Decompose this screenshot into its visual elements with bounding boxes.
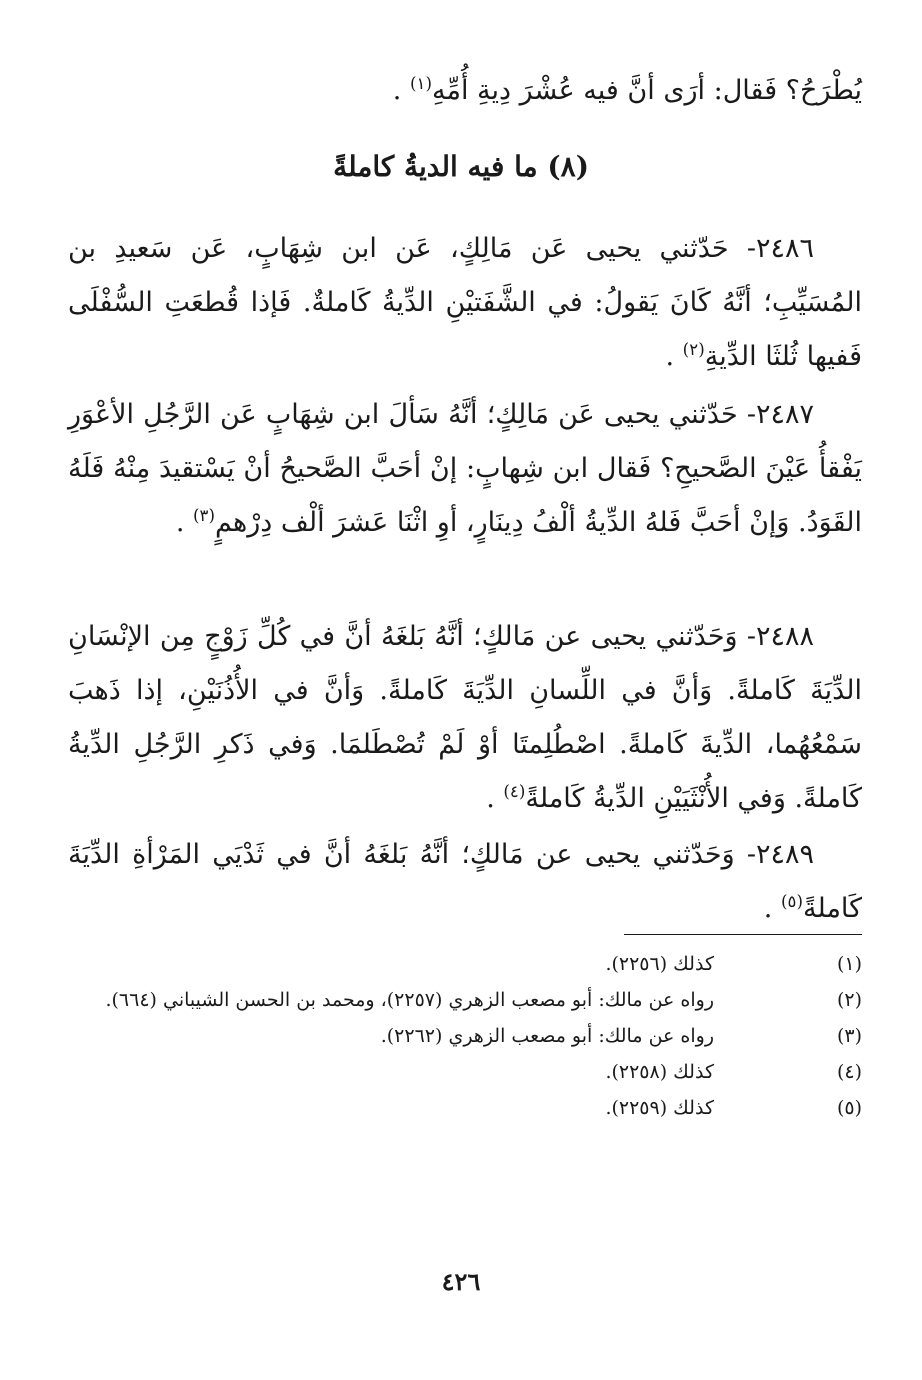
- footnote: [60, 1054, 862, 1090]
- footnote: [60, 946, 862, 982]
- footnotes: [60, 946, 862, 1126]
- hadith-paragraph: [68, 388, 862, 550]
- footnote-text: كذلك (٢٢٥٩).: [605, 1097, 714, 1119]
- footnote-number: (٣): [836, 1025, 862, 1047]
- paragraph-end: .: [175, 507, 193, 538]
- paragraph-end: .: [486, 783, 504, 814]
- hadith-paragraph: [68, 222, 862, 384]
- footnote: [60, 982, 862, 1018]
- paragraph-end: .: [665, 341, 683, 372]
- hadith-text: ٢٤٨٦- حَدّثني يحيى عَن مَالِكٍ، عَن ابن شِهَابٍ، عَن سَعيدِ بن المُسَيِّبِ؛ أنَّهُ كَانَ يَقولُ: في الشَّفَتيْنِ الدِّيةُ كَاملةٌ. فَإذا قُطعَتِ السُّفْلَى فَفيها ثُلثَا الدِّيةِ: [68, 233, 862, 372]
- footnote-number: (٢): [836, 989, 862, 1011]
- footnote-number: (٤): [836, 1061, 862, 1083]
- paragraph-end: .: [392, 75, 410, 106]
- footnote-ref: (٢): [682, 339, 705, 359]
- footnote-text: كذلك (٢٢٥٦).: [605, 953, 714, 975]
- hadith-paragraph: [68, 828, 862, 936]
- continued-text: [68, 66, 862, 116]
- footnote: [60, 1090, 862, 1126]
- section-heading: (٨) ما فيه الديةُ كاملةً: [333, 150, 589, 183]
- hadith-paragraph: [68, 610, 862, 826]
- footnote-text: كذلك (٢٢٥٨).: [605, 1061, 714, 1083]
- paragraph-end: .: [763, 893, 781, 924]
- continued-text-body: يُطْرَحُ؟ فَقال: أرَى أنَّ فيه عُشْرَ دِيةِ أُمِّهِ: [432, 75, 862, 106]
- footnote-number: (١): [836, 953, 862, 975]
- footnote-text: رواه عن مالك: أبو مصعب الزهري (٢٢٥٧)، ومحمد بن الحسن الشيباني (٦٦٤).: [105, 989, 714, 1011]
- footnote-divider: [624, 934, 862, 935]
- footnote-ref: (٤): [503, 781, 526, 801]
- hadith-text: ٢٤٨٧- حَدّثني يحيى عَن مَالِكٍ؛ أنَّهُ سَألَ ابن شِهَابٍ عَن الرَّجُلِ الأعْوَرِ يَفْقأُ عَيْنَ الصَّحيحِ؟ فَقال ابن شِهابٍ: إنْ أحَبَّ الصَّحيحُ أنْ يَسْتقيدَ مِنْهُ فَلَهُ القَوَدُ. وَإنْ أحَبَّ فَلهُ الدِّيةُ ألْفُ دِينَارٍ، أوِ اثْنَا عَشرَ ألْف دِرْهمٍ: [68, 399, 862, 538]
- footnote-ref: (٥): [780, 891, 804, 911]
- page-number: ٤٢٦: [441, 1267, 481, 1296]
- footnote: [60, 1018, 862, 1054]
- hadith-text: ٢٤٨٨- وَحَدّثني يحيى عن مَالكٍ؛ أنَّهُ بَلغَهُ أنَّ في كُلِّ زَوْجٍ مِن الإنْسَانِ الدِّيَةَ كَاملةً. وَأنَّ في اللِّسانِ الدِّيَةَ كَاملةً. وَأنَّ في الأُذُنَيْنِ، إذا ذَهبَ سَمْعُهُما، الدِّيةَ كَاملةً. اصْطُلِمتَا أوْ لَمْ تُصْطَلمَا. وَفي ذَكرِ الرَّجُلِ الدِّيةُ كَاملةً. وَفي الأُنْثَيَيْنِ الدِّيةُ كَاملةً: [68, 621, 862, 814]
- footnote-ref: (٣): [192, 505, 216, 525]
- footnote-number: (٥): [836, 1097, 862, 1119]
- footnote-ref: (١): [409, 73, 433, 93]
- footnote-text: رواه عن مالك: أبو مصعب الزهري (٢٢٦٢).: [380, 1025, 714, 1047]
- hadith-text: ٢٤٨٩- وَحَدّثني يحيى عن مَالكٍ؛ أنَّهُ بَلغَهُ أنَّ في ثَدْيَي المَرْأةِ الدِّيَةَ كَاملةً: [68, 839, 862, 924]
